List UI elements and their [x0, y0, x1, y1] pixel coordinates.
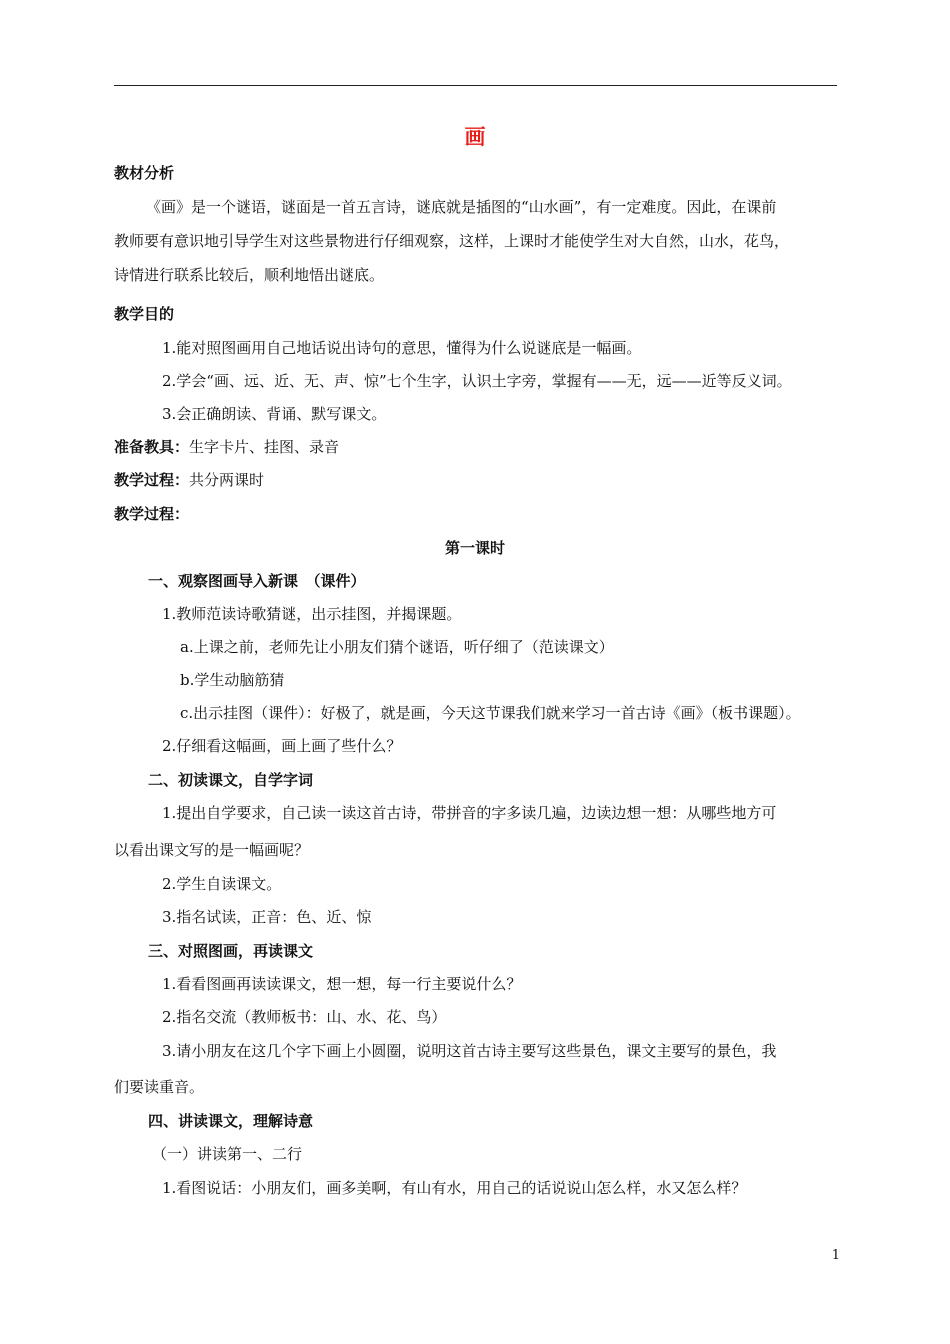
list-item: 3.指名试读，正音：色、近、惊 — [162, 908, 372, 926]
analysis-paragraph-line: 《画》是一个谜语，谜面是一首五言诗，谜底就是插图的“山水画”，有一定难度。因此，在课前 — [146, 198, 777, 216]
list-item: 1.提出自学要求，自己读一读这首古诗，带拼音的字多读几遍，边读边想一想：从哪些地方可 — [162, 804, 777, 822]
goal-heading: 教学目的 — [114, 305, 175, 323]
list-item: 1.看看图画再读读课文，想一想，每一行主要说什么？ — [162, 975, 522, 993]
section-heading: 四、讲读课文，理解诗意 — [148, 1112, 314, 1130]
section-heading: 一、观察图画导入新课 （课件） — [148, 572, 366, 590]
analysis-paragraph-line: 教师要有意识地引导学生对这些景物进行仔细观察，这样，上课时才能使学生对大自然，山水，花鸟， — [114, 232, 790, 250]
goal-item: 2.学会“画、远、近、无、声、惊”七个生字，认识土字旁，掌握有——无，远——近等反义词。 — [162, 372, 792, 390]
goal-item: 1.能对照图画用自己地话说出诗句的意思，懂得为什么说谜底是一幅画。 — [162, 339, 642, 357]
process-line — [114, 470, 838, 490]
list-item: 2.仔细看这幅画，画上画了些什么？ — [162, 737, 402, 755]
page-number: 1 — [831, 1248, 840, 1263]
list-item-continued: 以看出课文写的是一幅画呢？ — [114, 841, 310, 859]
list-item: 1.看图说话：小朋友们，画多美啊，有山有水，用自己的话说说山怎么样，水又怎么样？ — [162, 1179, 747, 1197]
analysis-heading: 教材分析 — [114, 164, 175, 182]
process-heading: 教学过程： — [114, 505, 190, 523]
analysis-paragraph-line: 诗情进行联系比较后，顺利地悟出谜底。 — [114, 266, 385, 284]
prep-line — [114, 437, 838, 457]
list-item: b.学生动脑筋猜 — [180, 671, 285, 689]
prep-label: 准备教具： — [114, 438, 190, 456]
document-title: 画 — [464, 125, 486, 149]
list-item: 3.请小朋友在这几个字下画上小圆圈，说明这首古诗主要写这些景色，课文主要写的景色，我 — [162, 1042, 777, 1060]
process-value: 共分两课时 — [189, 471, 265, 489]
lesson-heading: 第一课时 — [444, 539, 505, 557]
section-heading: 三、对照图画，再读课文 — [148, 942, 314, 960]
section-heading: 二、初读课文，自学字词 — [148, 771, 314, 789]
process-label: 教学过程： — [114, 471, 190, 489]
subsection-heading: （一）讲读第一、二行 — [152, 1145, 303, 1163]
list-item: 1.教师范读诗歌猜谜，出示挂图，并揭课题。 — [162, 605, 462, 623]
prep-value: 生字卡片、挂图、录音 — [189, 438, 340, 456]
list-item-continued: 们要读重音。 — [114, 1078, 205, 1096]
goal-item: 3.会正确朗读、背诵、默写课文。 — [162, 405, 387, 423]
list-item: c.出示挂图（课件）：好极了，就是画，今天这节课我们就来学习一首古诗《画》（板书课题）。 — [180, 704, 801, 722]
list-item: 2.指名交流（教师板书：山、水、花、鸟） — [162, 1008, 447, 1026]
list-item: 2.学生自读课文。 — [162, 875, 282, 893]
header-rule — [114, 85, 837, 86]
list-item: a.上课之前，老师先让小朋友们猜个谜语，听仔细了（范读课文） — [180, 638, 614, 656]
